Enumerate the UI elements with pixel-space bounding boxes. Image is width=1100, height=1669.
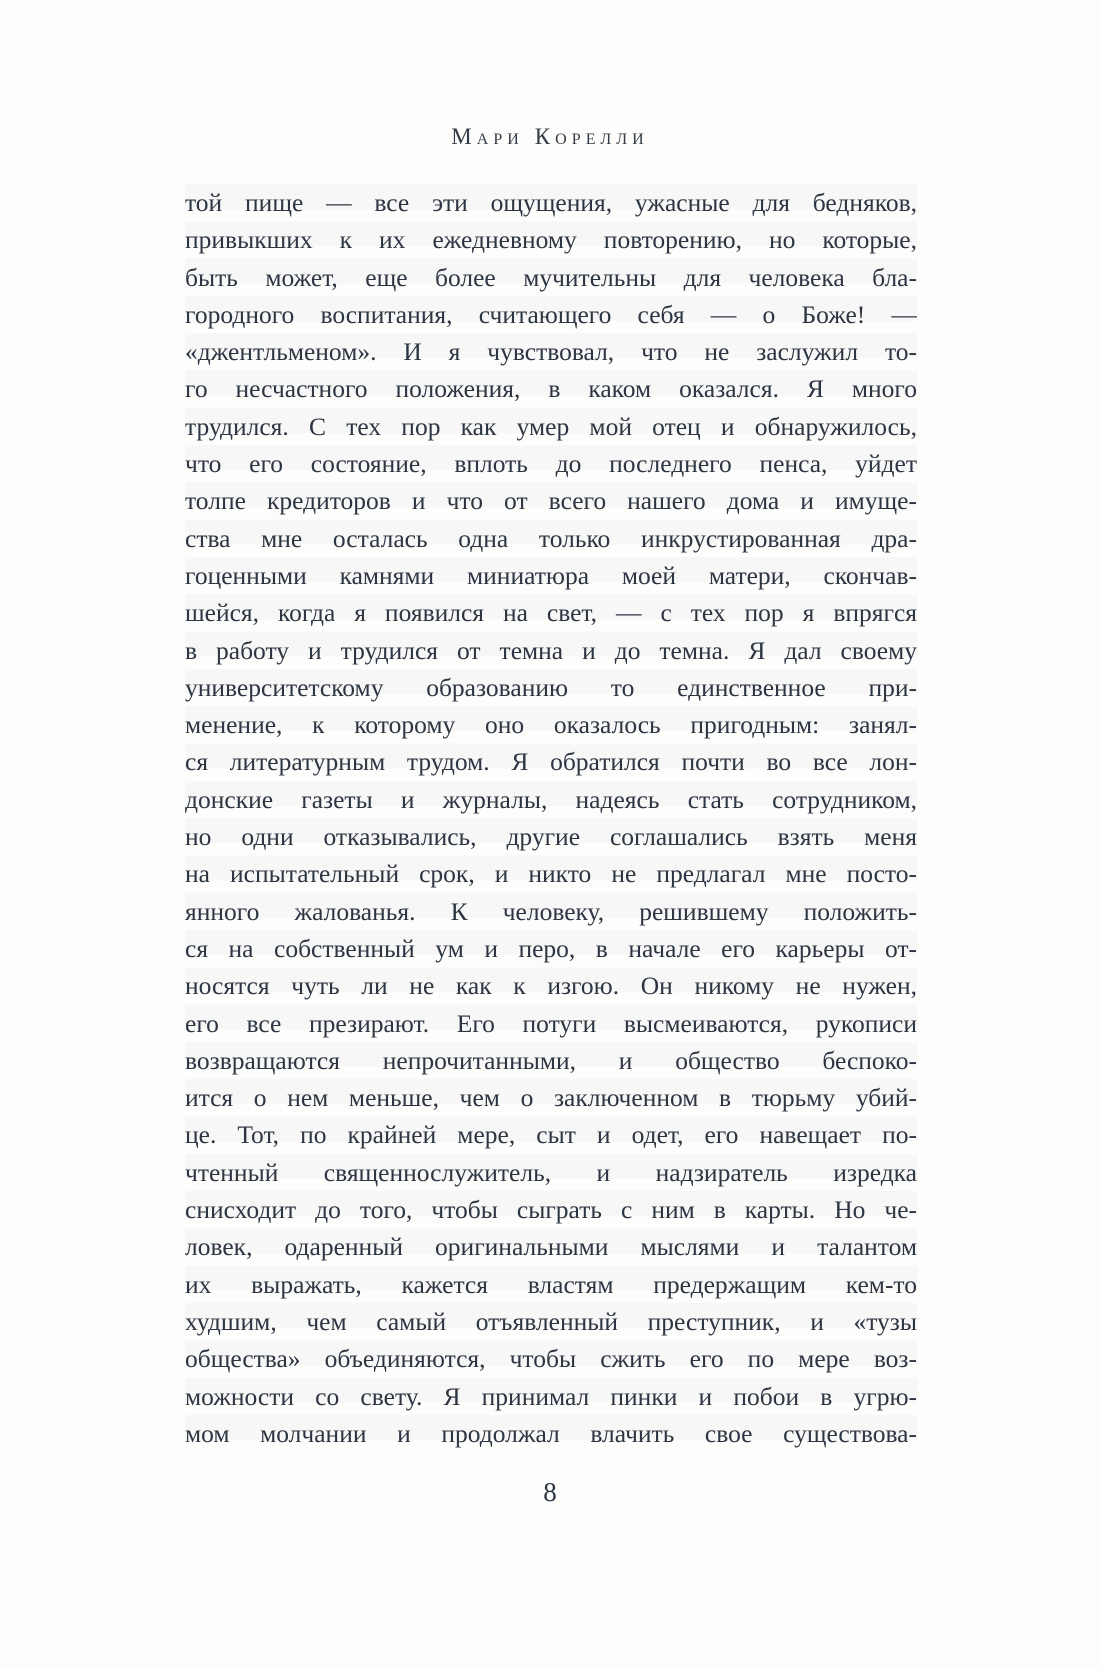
text-line: на испытательный срок, и никто не предлагал мне посто-	[185, 859, 917, 889]
text-line: привыкших к их ежедневному повторению, но которые,	[185, 225, 917, 255]
text-line: це. Тот, по крайней мере, сыт и одет, его навещает по-	[185, 1120, 917, 1150]
text-line: ся литературным трудом. Я обратился почти во все лон-	[185, 747, 917, 777]
text-line: ся на собственный ум и перо, в начале его карьеры от-	[185, 933, 917, 963]
text-line: го несчастного положения, в каком оказался. Я много	[185, 374, 917, 404]
page-number: 8	[543, 1477, 557, 1507]
text-line: донские газеты и журналы, надеясь стать сотрудником,	[185, 784, 917, 814]
text-line: в работу и трудился от темна и до темна. Я дал своему	[185, 635, 917, 665]
text-line: его все презирают. Его потуги высмеиваются, рукописи	[185, 1008, 917, 1038]
text-line: гоценными камнями миниатюра моей матери, скончав-	[185, 560, 917, 590]
text-line: трудился. С тех пор как умер мой отец и обнаружилось,	[185, 411, 917, 441]
text-line: университетскому образованию то единственное при-	[185, 672, 917, 702]
text-line: мом молчании и продолжал влачить свое существова-	[185, 1418, 917, 1448]
text-line: шейся, когда я появился на свет, — с тех пор я впрягся	[185, 598, 917, 628]
text-line: возвращаются непрочитанными, и общество беспоко-	[185, 1045, 917, 1075]
text-line: ства мне осталась одна только инкрустированная дра-	[185, 523, 917, 553]
text-line: быть может, еще более мучительны для человека бла-	[185, 262, 917, 292]
text-line: той пище — все эти ощущения, ужасные для бедняков,	[185, 188, 917, 217]
running-header-author: Мари Корелли	[451, 124, 649, 149]
text-line: «джентльменом». И я чувствовал, что не заслужил то-	[185, 337, 917, 367]
text-line: их выражать, кажется властям предержащим кем-то	[185, 1269, 917, 1299]
text-line: общества» объединяются, чтобы сжить его по мере воз-	[185, 1344, 917, 1374]
text-line: худшим, чем самый отъявленный преступник, и «тузы	[185, 1306, 917, 1336]
text-line: городного воспитания, считающего себя — о Боже! —	[185, 299, 917, 329]
text-line: ится о нем меньше, чем о заключенном в тюрьму убий-	[185, 1083, 917, 1113]
text-line: янного жалованья. К человеку, решившему положить-	[185, 896, 917, 926]
text-line: но одни отказывались, другие соглашались взять меня	[185, 822, 917, 852]
text-line: ловек, одаренный оригинальными мыслями и талантом	[185, 1232, 917, 1262]
text-line: что его состояние, вплоть до последнего пенса, уйдет	[185, 449, 917, 479]
body-text	[185, 184, 917, 1452]
text-line: можности со свету. Я принимал пинки и побои в угрю-	[185, 1381, 917, 1411]
text-line: чтенный священнослужитель, и надзиратель изредка	[185, 1157, 917, 1187]
text-line: носятся чуть ли не как к изгою. Он никому не нужен,	[185, 971, 917, 1001]
text-line: менение, к которому оно оказалось пригодным: занял-	[185, 710, 917, 740]
text-line: снисходит до того, чтобы сыграть с ним в карты. Но че-	[185, 1195, 917, 1225]
text-line: толпе кредиторов и что от всего нашего дома и имуще-	[185, 486, 917, 516]
